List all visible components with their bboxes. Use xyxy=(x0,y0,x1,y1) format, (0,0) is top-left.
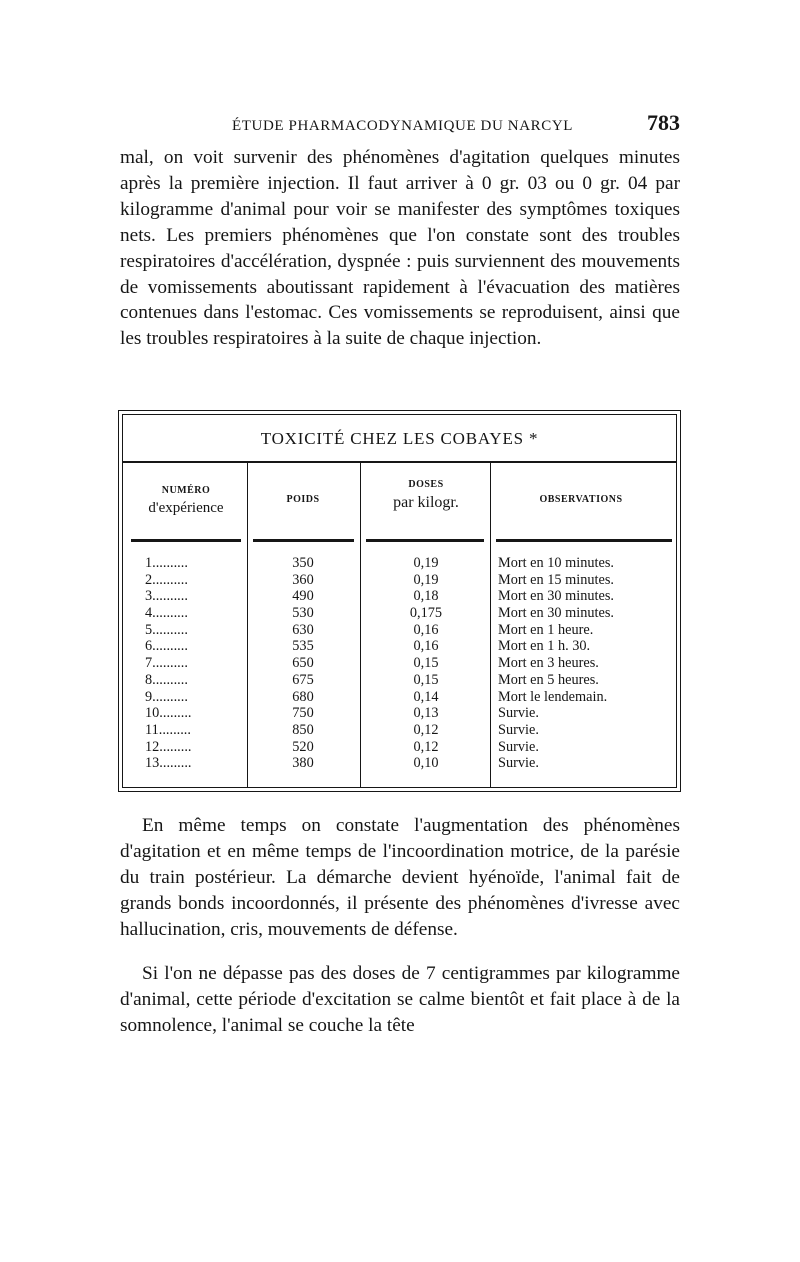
cell-numero: 13......... xyxy=(145,755,192,772)
cell-observation: Mort en 1 h. 30. xyxy=(498,638,591,655)
cell-observation: Mort en 1 heure. xyxy=(498,621,594,638)
cell-numero: 7.......... xyxy=(145,655,188,672)
cell-numero: 12......... xyxy=(145,738,192,755)
table-row xyxy=(123,605,676,622)
cell-numero: 11......... xyxy=(145,721,191,738)
cell-poids: 350 xyxy=(292,555,314,571)
paragraph-2: En même temps on constate l'augmentation des phénomènes d'agitation et en même temps de l'incoordination motrice, de la parésie du train postérieur. La démarche devient hyénoïde, l'animal fait de grands bonds incoordonnés, il présente des phénomènes d'ivresse avec hallucination, cris, mouvements de défense. xyxy=(120,815,680,940)
cell-dose: 0,12 xyxy=(413,738,439,755)
cell-numero: 4.......... xyxy=(145,605,188,622)
table-row xyxy=(123,722,676,739)
cell-poids: 520 xyxy=(292,738,314,755)
cell-dose: 0,15 xyxy=(413,655,439,672)
cell-dose: 0,175 xyxy=(409,605,443,622)
cell-observation: Mort en 5 heures. xyxy=(498,671,599,688)
cell-dose: 0,14 xyxy=(413,688,439,705)
table-row xyxy=(123,755,676,772)
cell-observation: Mort en 15 minutes. xyxy=(498,571,614,588)
cell-numero: 1.......... xyxy=(145,555,188,571)
cell-poids: 530 xyxy=(292,605,314,622)
cell-observation: Mort en 3 heures. xyxy=(498,655,599,672)
cell-poids: 380 xyxy=(292,755,314,772)
cell-poids: 650 xyxy=(292,655,314,672)
cell-dose: 0,18 xyxy=(413,588,439,605)
cell-observation: Mort en 30 minutes. xyxy=(498,588,614,605)
cell-dose: 0,10 xyxy=(413,755,439,772)
cell-observation: Mort en 30 minutes. xyxy=(498,605,614,622)
cell-numero: 8.......... xyxy=(145,671,188,688)
cell-poids: 490 xyxy=(292,588,314,605)
cell-poids: 675 xyxy=(292,671,314,688)
cell-poids: 680 xyxy=(292,688,314,705)
table-row xyxy=(123,655,676,672)
cell-observation: Survie. xyxy=(498,705,539,722)
table-body xyxy=(123,555,676,772)
table-row xyxy=(123,705,676,722)
table-inner-frame xyxy=(122,414,677,788)
paragraph-3: Si l'on ne dépasse pas des doses de 7 centigrammes par kilogramme d'animal, cette période d'excitation se calme bientôt et fait place à de la somnolence, l'animal se couche la tête xyxy=(120,963,680,1036)
header-poids: POIDS xyxy=(286,494,320,505)
header-rule xyxy=(366,539,484,542)
cell-dose: 0,16 xyxy=(413,621,439,638)
cell-poids: 535 xyxy=(292,638,314,655)
table-title: TOXICITÉ CHEZ LES COBAYES * xyxy=(260,429,539,448)
header-numero-bottom: d'expérience xyxy=(148,500,224,516)
header-numero-top: NUMÉRO xyxy=(161,485,211,496)
cell-observation: Survie. xyxy=(498,738,539,755)
header-rule xyxy=(253,539,354,542)
table-row xyxy=(123,555,676,572)
header-numero xyxy=(131,485,241,517)
toxicity-table xyxy=(118,410,681,792)
header-doses xyxy=(366,479,486,512)
cell-dose: 0,16 xyxy=(413,638,439,655)
cell-dose: 0,15 xyxy=(413,671,439,688)
paragraph-1: mal, on voit survenir des phénomènes d'agitation quelques minutes après la première injection. Il faut arriver à 0 gr. 03 ou 0 gr. 04 par kilogramme d'animal pour voir se manifester des symptômes toxiques nets. Les premiers phénomènes que l'on constate sont des troubles respiratoires d'accélération, dyspnée : puis surviennent des mouvements de vomissements aboutissant rapidement à l'évacuation des matières contenues dans l'estomac. Ces vomissements se reproduisent, ainsi que les troubles respiratoires à la suite de chaque injection. xyxy=(120,147,680,350)
cell-observation: Survie. xyxy=(498,721,539,738)
cell-numero: 6.......... xyxy=(145,638,188,655)
cell-poids: 850 xyxy=(292,721,314,738)
cell-observation: Survie. xyxy=(498,755,539,772)
table-row xyxy=(123,622,676,639)
cell-numero: 3.......... xyxy=(145,588,188,605)
cell-numero: 9.......... xyxy=(145,688,188,705)
page-number: 783 xyxy=(647,110,680,135)
table-row xyxy=(123,689,676,706)
cell-numero: 5.......... xyxy=(145,621,188,638)
cell-poids: 360 xyxy=(292,571,314,588)
cell-observation: Mort en 10 minutes. xyxy=(498,555,614,571)
table-row xyxy=(123,572,676,589)
cell-dose: 0,13 xyxy=(413,705,439,722)
table-row xyxy=(123,739,676,756)
running-head xyxy=(120,108,680,138)
header-doses-top: DOSES xyxy=(408,479,444,490)
cell-numero: 2.......... xyxy=(145,571,188,588)
cell-poids: 630 xyxy=(292,621,314,638)
title-rule xyxy=(123,461,676,463)
header-rule xyxy=(131,539,241,542)
cell-poids: 750 xyxy=(292,705,314,722)
running-title: ÉTUDE PHARMACODYNAMIQUE DU NARCYL xyxy=(232,118,574,134)
header-rule xyxy=(496,539,672,542)
header-doses-bottom: par kilogr. xyxy=(393,494,459,511)
cell-dose: 0,19 xyxy=(413,571,439,588)
cell-dose: 0,19 xyxy=(413,555,439,571)
cell-dose: 0,12 xyxy=(413,721,439,738)
header-observations: OBSERVATIONS xyxy=(539,494,623,505)
cell-observation: Mort le lendemain. xyxy=(498,688,608,705)
table-row xyxy=(123,638,676,655)
cell-numero: 10......... xyxy=(145,705,192,722)
table-row xyxy=(123,672,676,689)
table-row xyxy=(123,588,676,605)
